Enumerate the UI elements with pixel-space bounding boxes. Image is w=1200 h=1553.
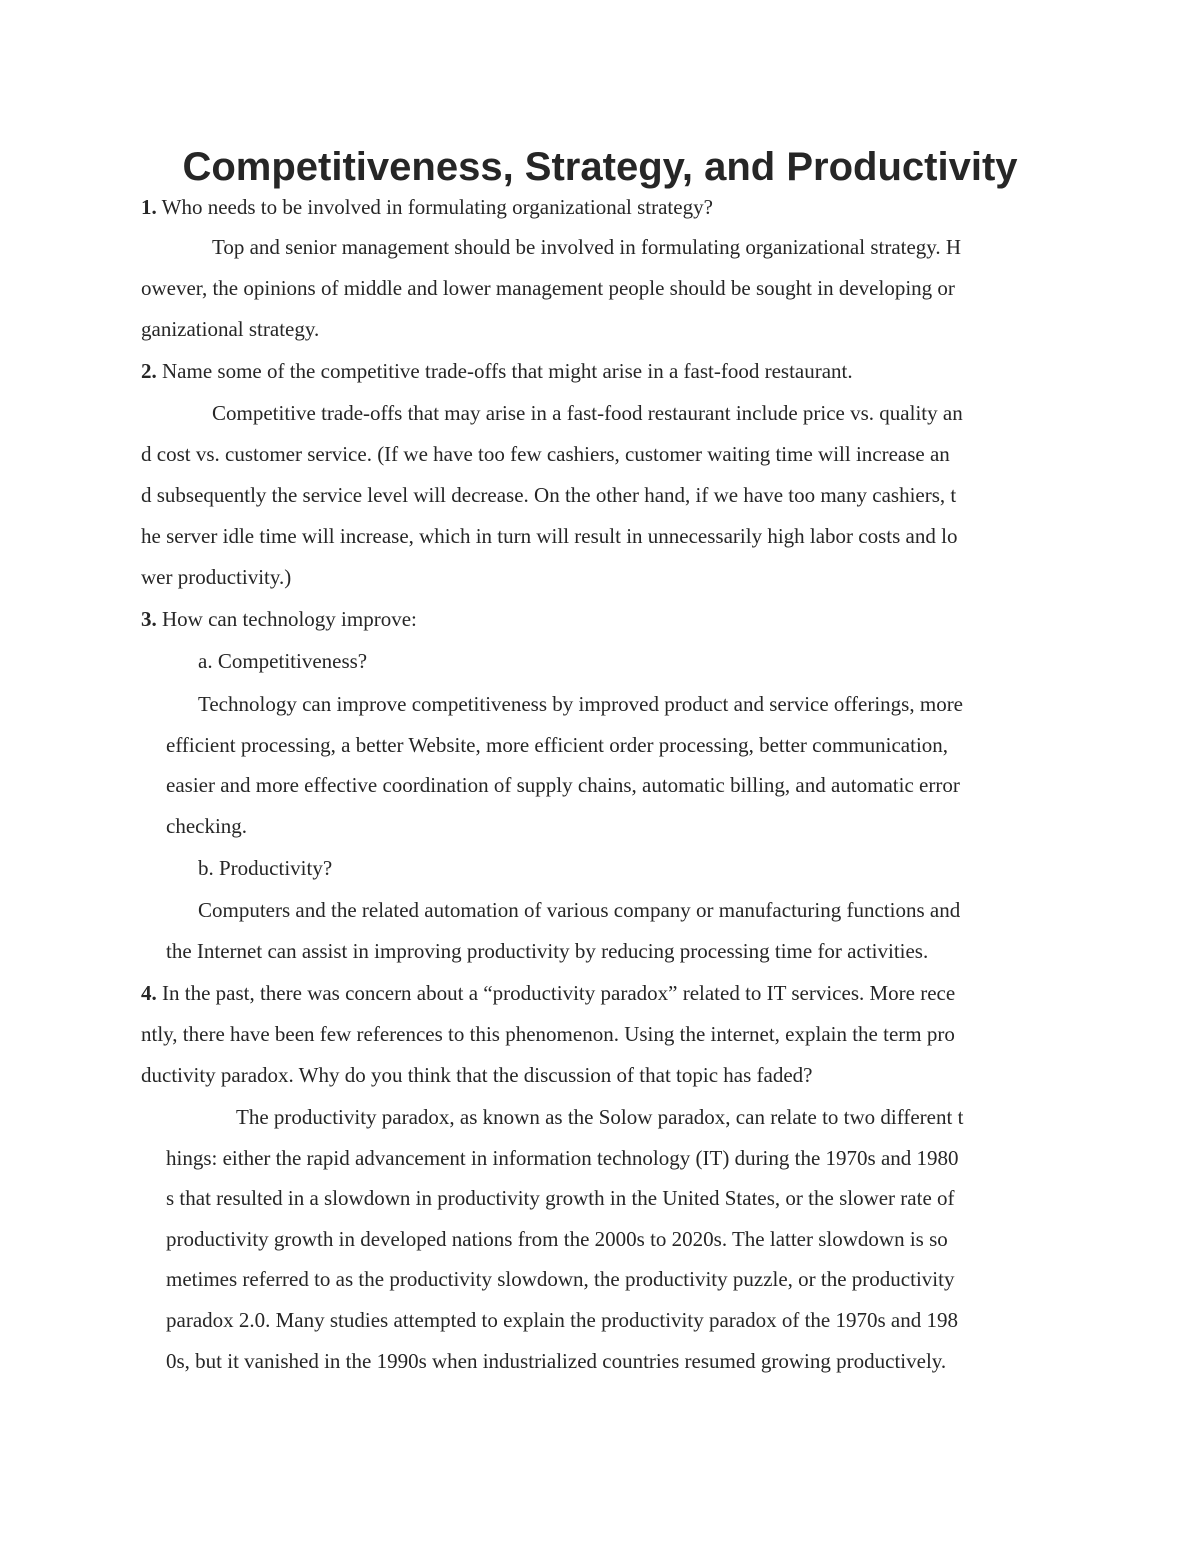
question-text: In the past, there was concern about a “productivity paradox” related to IT services. More rece bbox=[156, 981, 956, 1005]
question-number: 3. bbox=[141, 607, 157, 631]
answer-3a-line: easier and more effective coordination of supply chains, automatic billing, and automatic error bbox=[166, 773, 960, 797]
answer-2-line: Competitive trade-offs that may arise in a fast-food restaurant include price vs. quality an bbox=[212, 401, 963, 425]
answer-2-line: d subsequently the service level will decrease. On the other hand, if we have too many cashiers, t bbox=[141, 483, 957, 507]
answer-4-line: The productivity paradox, as known as the Solow paradox, can relate to two different t bbox=[236, 1105, 964, 1129]
sub-question-3b: b. Productivity? bbox=[198, 856, 333, 880]
question-text: How can technology improve: bbox=[156, 607, 417, 631]
answer-4-line: hings: either the rapid advancement in information technology (IT) during the 1970s and 1980 bbox=[166, 1146, 959, 1170]
question-number: 4. bbox=[141, 981, 157, 1005]
question-number: 1. bbox=[141, 195, 157, 219]
question-number: 2. bbox=[141, 359, 157, 383]
answer-4-line: s that resulted in a slowdown in productivity growth in the United States, or the slower rate of bbox=[166, 1186, 955, 1210]
answer-3a-line: checking. bbox=[166, 814, 248, 838]
question-4 bbox=[141, 979, 955, 1007]
question-3 bbox=[141, 605, 417, 633]
sub-question-3a: a. Competitiveness? bbox=[198, 649, 368, 673]
answer-3b-line: Computers and the related automation of various company or manufacturing functions and bbox=[198, 898, 961, 922]
answer-1-line: owever, the opinions of middle and lower management people should be sought in developing or bbox=[141, 276, 955, 300]
answer-1-line: Top and senior management should be involved in formulating organizational strategy. H bbox=[212, 235, 962, 259]
answer-4-line: 0s, but it vanished in the 1990s when industrialized countries resumed growing productively. bbox=[166, 1349, 947, 1373]
document-title: Competitiveness, Strategy, and Productivity bbox=[182, 145, 1018, 189]
answer-3b-line: the Internet can assist in improving productivity by reducing processing time for activities. bbox=[166, 939, 929, 963]
answer-1-line: ganizational strategy. bbox=[141, 317, 320, 341]
answer-2-line: he server idle time will increase, which in turn will result in unnecessarily high labor costs and lo bbox=[141, 524, 958, 548]
answer-3a-line: Technology can improve competitiveness by improved product and service offerings, more bbox=[198, 692, 964, 716]
answer-4-line: productivity growth in developed nations from the 2000s to 2020s. The latter slowdown is so bbox=[166, 1227, 948, 1251]
answer-3a-line: efficient processing, a better Website, more efficient order processing, better communication, bbox=[166, 733, 949, 757]
question-4-line: ntly, there have been few references to this phenomenon. Using the internet, explain the term pro bbox=[141, 1022, 955, 1046]
question-1 bbox=[141, 193, 713, 221]
answer-2-line: d cost vs. customer service. (If we have too few cashiers, customer waiting time will increase an bbox=[141, 442, 950, 466]
question-text: Name some of the competitive trade-offs that might arise in a fast-food restaurant. bbox=[156, 359, 853, 383]
question-2 bbox=[141, 357, 853, 385]
answer-4-line: paradox 2.0. Many studies attempted to explain the productivity paradox of the 1970s and 198 bbox=[166, 1308, 958, 1332]
question-4-line: ductivity paradox. Why do you think that the discussion of that topic has faded? bbox=[141, 1063, 813, 1087]
question-text: Who needs to be involved in formulating organizational strategy? bbox=[156, 195, 713, 219]
answer-4-line: metimes referred to as the productivity slowdown, the productivity puzzle, or the productivity bbox=[166, 1267, 955, 1291]
answer-2-line: wer productivity.) bbox=[141, 565, 292, 589]
